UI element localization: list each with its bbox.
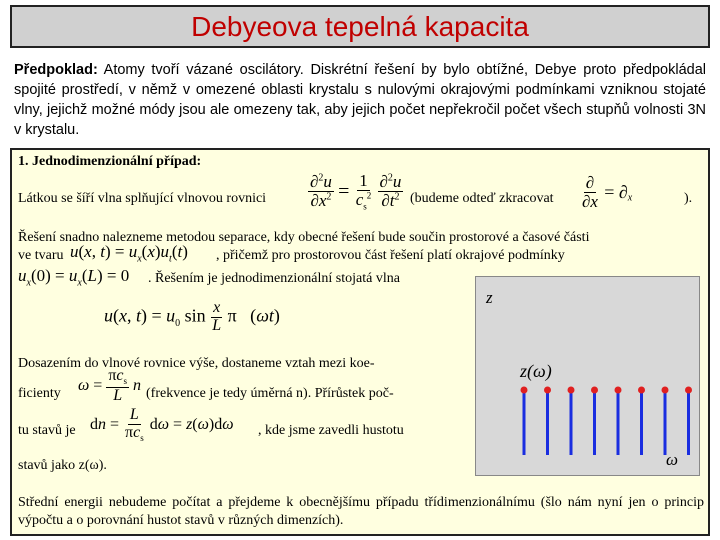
count-line-a: tu stavů je (18, 423, 76, 438)
density-of-states-plot (475, 276, 700, 476)
y-axis-label: z (486, 288, 493, 307)
stem-series (521, 387, 693, 456)
stem-dot (591, 387, 598, 394)
stem-dot (544, 387, 551, 394)
substitution-line-1: Dosazením do vlnové rovnice výše, dostaneme vztah mezi koe- (18, 356, 375, 371)
boundary-conditions: $u_x(0) = u_x(L) = 0$ (18, 266, 130, 289)
standing-wave-formula: u(x, $t) = u_0$ sin $\frac{x}{L}$ π (ωt) (104, 299, 280, 334)
substitution-line-2b: (frekvence je tedy úměrná n). Přírůstek poč- (146, 386, 394, 401)
stem-dot (615, 387, 622, 394)
wave-equation: $\frac{\partial^2u}{\partial x^2}$ = $\frac{1}{c_s^2}$ $\frac{\partial^2u}{\partial t^2}$ (310, 171, 402, 212)
separation-line-1: Řešení snadno nalezneme metodou separace, kdy obecné řešení bude součin prostorové a časové části (18, 230, 590, 245)
derivative-notation: $\frac{\partial}{\partial x}$ = $\partial_x$ (582, 173, 633, 211)
main-content-box (10, 148, 710, 536)
intro-label: Předpoklad: (14, 62, 98, 78)
page-title: Debyeova tepelná kapacita (191, 10, 529, 42)
separation-line-2b: , přičemž pro prostorovou část řešení platí okrajové podmínky (216, 248, 565, 263)
curve-label: z(ω) (520, 361, 552, 381)
stem-dot (685, 387, 692, 394)
stem-dot (521, 387, 528, 394)
intro-paragraph (14, 60, 706, 140)
wave-eq-lead: Látkou se šíří vlna splňující vlnovou rovnici (18, 191, 267, 206)
density-formula: dn = $\frac{L}{\pi c_s}$ dω = z(ω)dω (90, 406, 234, 443)
x-axis-label: ω (666, 450, 679, 469)
wave-eq-note-end: ). (684, 191, 693, 206)
standing-wave-text: . Řešením je jednodimenzionální stojatá vlna (148, 271, 400, 286)
stem-dot (568, 387, 575, 394)
dispersion-formula: ω = $\frac{\pi c_s}{L}$ n (78, 367, 142, 404)
title-box (10, 5, 710, 48)
count-line-b: , kde jsme zavedli hustotu (258, 423, 404, 438)
count-line-c: stavů jako z(ω). (18, 458, 107, 473)
stem-dot (662, 387, 669, 394)
intro-text: Atomy tvoří vázané oscilátory. Diskrétní řešení by bylo obtížné, Debye proto předpokládal spojité prostředí, v němž v omezené oblasti krystalu s nulovými okrajovými podmínkami vzniknou stojaté vlny, jejichž možné módy jsou ale omezeny tak, aby jejich počet nepřekročil počet všech stupňů volnosti 3N v krystalu. (14, 62, 706, 138)
density-plot-svg (476, 277, 699, 475)
separation-line-2a: ve tvaru (18, 248, 64, 263)
substitution-line-2a: ficienty (18, 386, 61, 401)
stem-dot (638, 387, 645, 394)
section-heading: 1. Jednodimenzionální případ: (18, 154, 202, 169)
wave-eq-note: (budeme odteď zkracovat (410, 191, 554, 206)
footer-paragraph: Střední energii nebudeme počítat a přejdeme k obecnějšímu případu třídimenzionálnímu (šlo nám nyní jen o princip výpočtu a o porovnání hustot stavů v různých dimenzích). (18, 495, 704, 528)
separation-formula: u(x, $t) = u_x(x)u_t(t)$ (70, 242, 188, 265)
